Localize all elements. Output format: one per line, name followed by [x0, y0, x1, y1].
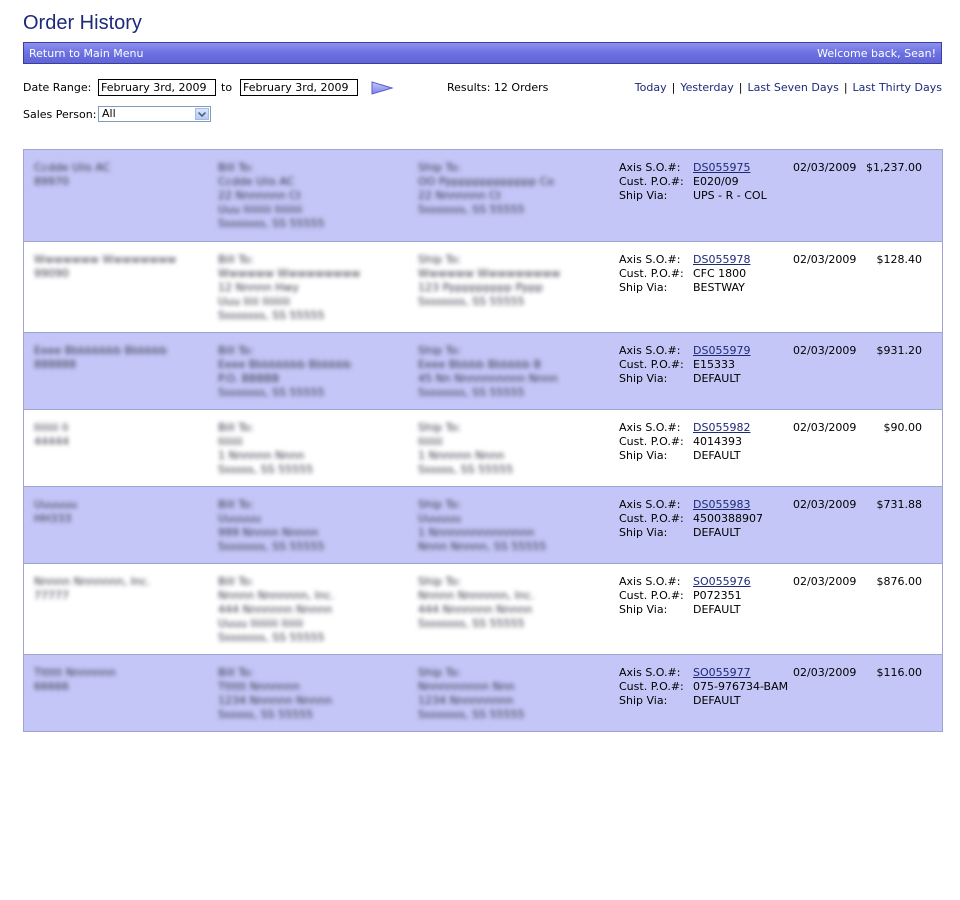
go-arrow-button[interactable]: [370, 80, 394, 96]
order-field-values: [693, 575, 803, 617]
ship-to-address-line: Nnnn Nnnnn, SS 55555: [418, 540, 547, 553]
so-label: Axis S.O.#:: [619, 421, 681, 434]
bill-to-address-line: Ssssssss, SS 55555: [218, 386, 325, 399]
sales-order-link[interactable]: DS055979: [693, 344, 751, 357]
order-date: 02/03/2009: [793, 344, 857, 357]
sales-order-link[interactable]: DS055978: [693, 253, 751, 266]
customer-info-line: 66666: [34, 680, 69, 693]
ship-to-address-line: 444 Nnnnnnn Nnnnn: [418, 603, 533, 616]
ship-to-address-line: Uuuuuu: [418, 512, 461, 525]
bill-to-address-line: Ccdde Uiis AC: [218, 175, 295, 188]
sales-order-link[interactable]: SO055977: [693, 666, 751, 679]
sales-person-label: Sales Person:: [23, 108, 97, 121]
order-row: [24, 563, 942, 654]
ship-to-address-line: Ship To:: [418, 498, 461, 511]
ship-via-label: Ship Via:: [619, 189, 668, 202]
order-row: [24, 332, 942, 409]
ship-to-address-line: Nnnnnnnnnn Nnn: [418, 680, 515, 693]
ship-to-address-line: 1 Nnnnnnnnnnnnnnn: [418, 526, 535, 539]
po-label: Cust. P.O.#:: [619, 680, 684, 693]
bill-to-address-line: 1234 Nnnnnn Nnnnn: [218, 694, 333, 707]
po-label: Cust. P.O.#:: [619, 512, 684, 525]
ship-to-address-line: Ssssssss, SS 55555: [418, 203, 525, 216]
ship-to-address-line: Iiiiiiii: [418, 435, 443, 448]
customer-info-line: 89970: [34, 175, 69, 188]
welcome-message: Welcome back, Sean!: [817, 46, 936, 60]
order-amount: $128.40: [876, 253, 922, 266]
order-field-values: [693, 421, 803, 463]
customer-info: [34, 421, 214, 449]
ship-via-label: Ship Via:: [619, 372, 668, 385]
order-field-labels: [619, 344, 694, 386]
bill-to-address-line: Bill To:: [218, 666, 254, 679]
order-field-labels: [619, 498, 694, 540]
customer-info-line: Nnnnn Nnnnnnn, Inc.: [34, 575, 151, 588]
order-amount: $1,237.00: [866, 161, 922, 174]
ship-via-value: BESTWAY: [693, 281, 745, 294]
date-range-label: Date Range:: [23, 81, 92, 94]
ship-via-value: UPS - R - COL: [693, 189, 767, 202]
ship-to-address-line: Ship To:: [418, 344, 461, 357]
order-date: 02/03/2009: [793, 421, 857, 434]
bill-to-address-line: Wwwwww Wwwwwwwww: [218, 267, 361, 280]
order-date: 02/03/2009: [793, 161, 857, 174]
bill-to-address-line: Ssssss, SS 55555: [218, 463, 314, 476]
customer-info-line: HH333: [34, 512, 72, 525]
ship-via-label: Ship Via:: [619, 694, 668, 707]
ship-to-address-line: Ssssss, SS 55555: [418, 463, 514, 476]
customer-info-line: Tttttt Nnnnnnn: [34, 666, 116, 679]
so-label: Axis S.O.#:: [619, 498, 681, 511]
order-date: 02/03/2009: [793, 498, 857, 511]
ship-via-label: Ship Via:: [619, 603, 668, 616]
top-navigation-bar: [23, 42, 942, 64]
customer-info: [34, 161, 214, 189]
bill-to-address-line: 1 Nnnnnn Nnnn: [218, 449, 305, 462]
order-field-values: [693, 344, 803, 386]
ship-via-value: DEFAULT: [693, 372, 741, 385]
bill-to-address-line: Ssssssss, SS 55555: [218, 540, 325, 553]
sales-order-link[interactable]: DS055983: [693, 498, 751, 511]
order-amount: $116.00: [876, 666, 922, 679]
bill-to-address: [218, 575, 408, 645]
order-amount: $731.88: [876, 498, 922, 511]
quick-date-links: Today | Yesterday | Last Seven Days | Last Thirty Days: [634, 81, 942, 94]
customer-info-line: Uuuuuu: [34, 498, 77, 511]
bill-to-address-line: Ssssssss, SS 55555: [218, 217, 325, 230]
customer-info-line: 77777: [34, 589, 69, 602]
bill-to-address: [218, 253, 408, 323]
ship-to-address-line: Nnnnn Nnnnnnn, Inc.: [418, 589, 535, 602]
ship-to-address-line: Ship To:: [418, 666, 461, 679]
order-field-labels: [619, 253, 694, 295]
customer-info-line: Ccdde Uiis AC: [34, 161, 111, 174]
ship-to-address: [418, 344, 608, 400]
order-date: 02/03/2009: [793, 666, 857, 679]
bill-to-address: [218, 421, 408, 477]
customer-info-line: 888888: [34, 358, 76, 371]
ship-to-address-line: Eeee Bbbbb Bbbbbb B: [418, 358, 542, 371]
ship-to-address-line: OO Pppppppppppppp Co: [418, 175, 555, 188]
ship-to-address: [418, 253, 608, 309]
page-title: Order History: [23, 12, 142, 34]
ship-to-address: [418, 161, 608, 217]
date-to-input[interactable]: February 3rd, 2009: [240, 79, 358, 96]
ship-to-address-line: Ship To:: [418, 161, 461, 174]
order-field-values: [693, 498, 803, 540]
bill-to-address: [218, 161, 408, 231]
customer-po-value: 4014393: [693, 435, 742, 448]
order-field-values: [693, 253, 803, 295]
bill-to-address-line: Uuuu Iiiiiiiii Iiiiiii: [218, 617, 304, 630]
order-amount: $931.20: [876, 344, 922, 357]
sales-person-select[interactable]: [98, 106, 211, 122]
customer-info: [34, 344, 214, 372]
ship-to-address-line: Ship To:: [418, 253, 461, 266]
order-amount: $876.00: [876, 575, 922, 588]
bill-to-address-line: Bill To:: [218, 253, 254, 266]
customer-info-line: 99090: [34, 267, 69, 280]
ship-via-value: DEFAULT: [693, 449, 741, 462]
order-field-values: [693, 666, 803, 708]
bill-to-address-line: Eeee Bbbbbbbb Bbbbbb: [218, 358, 352, 371]
ship-via-value: DEFAULT: [693, 694, 741, 707]
order-row: [24, 241, 942, 332]
bill-to-address-line: Ssssssss, SS 55555: [218, 309, 325, 322]
customer-po-value: E020/09: [693, 175, 739, 188]
ship-to-address: [418, 666, 608, 722]
ship-to-address-line: Ssssssss, SS 55555: [418, 295, 525, 308]
bill-to-address-line: Uuuuuu: [218, 512, 261, 525]
sales-order-link[interactable]: DS055982: [693, 421, 751, 434]
po-label: Cust. P.O.#:: [619, 358, 684, 371]
orders-table: [23, 149, 943, 732]
order-field-values: [693, 161, 803, 203]
order-row: [24, 486, 942, 563]
bill-to-address-line: Bill To:: [218, 344, 254, 357]
order-date: 02/03/2009: [793, 253, 857, 266]
so-label: Axis S.O.#:: [619, 666, 681, 679]
order-amount: $90.00: [883, 421, 922, 434]
customer-info: [34, 666, 214, 694]
bill-to-address-line: P.O. BBBBB: [218, 372, 280, 385]
ship-via-label: Ship Via:: [619, 281, 668, 294]
customer-info: [34, 575, 214, 603]
so-label: Axis S.O.#:: [619, 575, 681, 588]
customer-info-line: Iiiiiiii Ii: [34, 421, 69, 434]
bill-to-address-line: 12 Nnnnn Hwy: [218, 281, 299, 294]
po-label: Cust. P.O.#:: [619, 175, 684, 188]
bill-to-address-line: Nnnnn Nnnnnnn, Inc.: [218, 589, 335, 602]
bill-to-address-line: Ssssssss, SS 55555: [218, 631, 325, 644]
order-row: [24, 409, 942, 486]
ship-to-address-line: Ssssssss, SS 55555: [418, 386, 525, 399]
customer-info: [34, 253, 214, 281]
bill-to-address-line: Iiiiiiii: [218, 435, 243, 448]
bill-to-address: [218, 498, 408, 554]
po-label: Cust. P.O.#:: [619, 435, 684, 448]
order-row: [24, 654, 942, 731]
ship-via-value: DEFAULT: [693, 526, 741, 539]
order-field-labels: [619, 575, 694, 617]
sales-person-value: All: [102, 107, 116, 120]
order-row: [24, 150, 942, 241]
so-label: Axis S.O.#:: [619, 253, 681, 266]
sales-order-link[interactable]: SO055976: [693, 575, 751, 588]
bill-to-address-line: Bill To:: [218, 421, 254, 434]
po-label: Cust. P.O.#:: [619, 267, 684, 280]
so-label: Axis S.O.#:: [619, 161, 681, 174]
sales-order-link[interactable]: DS055975: [693, 161, 751, 174]
customer-info: [34, 498, 214, 526]
bill-to-address-line: Tttttt Nnnnnnn: [218, 680, 300, 693]
ship-to-address-line: 22 Nnnnnnn Ct: [418, 189, 502, 202]
customer-po-value: CFC 1800: [693, 267, 747, 280]
bill-to-address-line: Uuu Iiiiiiiii Iiiiiiiii: [218, 203, 303, 216]
ship-to-address-line: Ssssssss, SS 55555: [418, 708, 525, 721]
ship-via-label: Ship Via:: [619, 449, 668, 462]
ship-to-address-line: 45 Nn Nnnnnnnnnn Nnnn: [418, 372, 558, 385]
ship-via-label: Ship Via:: [619, 526, 668, 539]
po-label: Cust. P.O.#:: [619, 589, 684, 602]
customer-po-value: 4500388907: [693, 512, 763, 525]
date-to-label: to: [221, 81, 233, 94]
order-date: 02/03/2009: [793, 575, 857, 588]
order-field-labels: [619, 421, 694, 463]
ship-via-value: DEFAULT: [693, 603, 741, 616]
order-field-labels: [619, 666, 694, 708]
bill-to-address-line: 444 Nnnnnnn Nnnnn: [218, 603, 333, 616]
last-thirty-days-link[interactable]: Last Thirty Days: [852, 81, 942, 94]
bill-to-address-line: Bill To:: [218, 498, 254, 511]
date-from-input[interactable]: February 3rd, 2009: [98, 79, 216, 96]
ship-to-address-line: 123 Pppppppppp Pppp: [418, 281, 544, 294]
chevron-down-icon[interactable]: [195, 108, 209, 120]
ship-to-address: [418, 498, 608, 554]
so-label: Axis S.O.#:: [619, 344, 681, 357]
return-to-main-menu-link[interactable]: Return to Main Menu: [29, 46, 144, 60]
customer-info-line: Eeee Bbbbbbbb Bbbbbb: [34, 344, 168, 357]
bill-to-address-line: Ssssss, SS 55555: [218, 708, 314, 721]
bill-to-address-line: Uuu Iiiii Iiiiiiiii: [218, 295, 291, 308]
customer-info-line: 44444: [34, 435, 69, 448]
ship-to-address-line: Ship To:: [418, 421, 461, 434]
bill-to-address-line: 22 Nnnnnnn Ct: [218, 189, 302, 202]
ship-to-address-line: Ship To:: [418, 575, 461, 588]
ship-to-address: [418, 575, 608, 631]
last-seven-days-link[interactable]: Last Seven Days: [747, 81, 839, 94]
customer-info-line: Wwwwwww Wwwwwwww: [34, 253, 177, 266]
today-link[interactable]: Today: [634, 81, 667, 94]
ship-to-address-line: Ssssssss, SS 55555: [418, 617, 525, 630]
customer-po-value: P072351: [693, 589, 742, 602]
yesterday-link[interactable]: Yesterday: [680, 81, 734, 94]
bill-to-address-line: Bill To:: [218, 161, 254, 174]
customer-po-value: E15333: [693, 358, 735, 371]
customer-po-value: 075-976734-BAM: [693, 680, 789, 693]
bill-to-address-line: Bill To:: [218, 575, 254, 588]
bill-to-address: [218, 666, 408, 722]
results-count: Results: 12 Orders: [447, 81, 549, 94]
bill-to-address: [218, 344, 408, 400]
ship-to-address: [418, 421, 608, 477]
ship-to-address-line: Wwwwww Wwwwwwwww: [418, 267, 561, 280]
order-field-labels: [619, 161, 694, 203]
ship-to-address-line: 1234 Nnnnnnnnn: [418, 694, 514, 707]
bill-to-address-line: 999 Nnnnn Nnnnn: [218, 526, 319, 539]
ship-to-address-line: 1 Nnnnnn Nnnn: [418, 449, 505, 462]
